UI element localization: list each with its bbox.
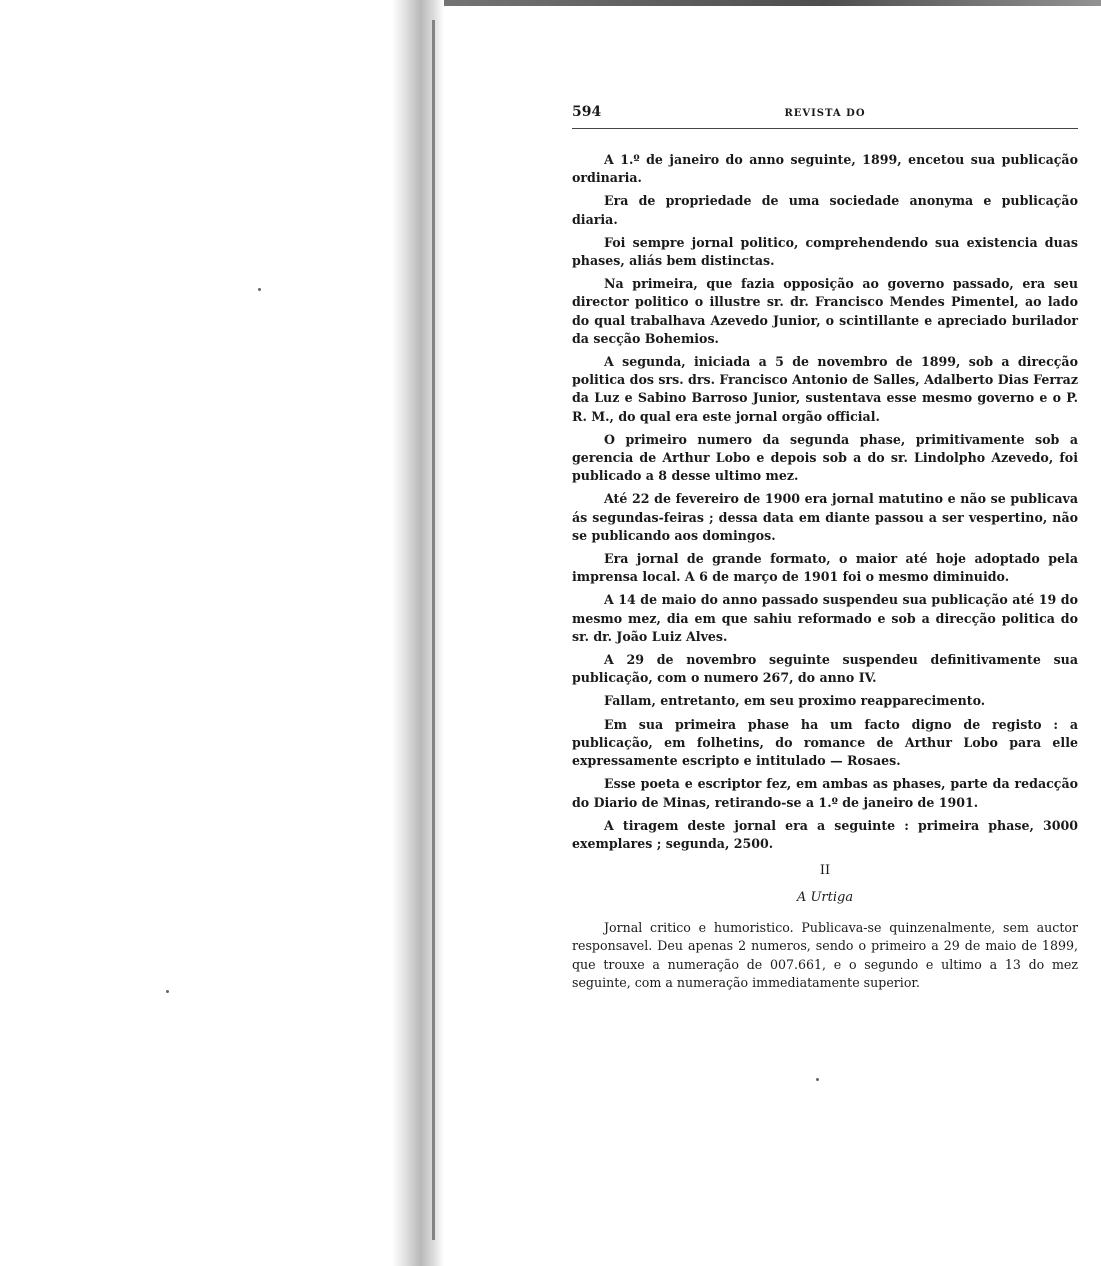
paragraph: Fallam, entretanto, em seu proximo reapparecimento. — [604, 693, 986, 709]
page-top-edge — [410, 0, 1101, 6]
paragraph: Era jornal de grande formato, o maior até hoje adoptado pela imprensa local. A 6 de março de 1901 foi o mesmo diminuido. — [572, 551, 1078, 585]
document-page — [572, 104, 1078, 997]
section-number: II — [819, 863, 831, 879]
paper-speck — [258, 288, 261, 291]
paragraph: Era de propriedade de uma sociedade anonyma e publicação diaria. — [572, 193, 1078, 227]
paragraph: Foi sempre jornal politico, comprehendendo sua existencia duas phases, aliás bem distinctas. — [572, 234, 1078, 269]
paragraph: A 29 de novembro seguinte suspendeu definitivamente sua publicação, com o numero 267, do anno IV. — [572, 652, 1078, 686]
paragraph: A tiragem deste jornal era a seguinte : primeira phase, 3000 exemplares ; segunda, 2500. — [572, 817, 1078, 851]
paragraph: Esse poeta e escriptor fez, em ambas as phases, parte da redacção do Diario de Minas, retirando-se a 1.º de janeiro de 1901. — [572, 776, 1078, 810]
running-head: REVISTA DO — [784, 108, 866, 119]
section-paragraph: Jornal critico e humoristico. Publicava-se quinzenalmente, sem auctor responsavel. Deu apenas 2 numeros, sendo o primeiro a 29 de maio de 1899, que trouxe a numeração de 007.661, e o segundo e ultimo a 13 do mez seguinte, com a numeração immediatamente superior. — [572, 920, 1078, 990]
paper-speck — [816, 1078, 819, 1081]
paragraph: A 14 de maio do anno passado suspendeu sua publicação até 19 do mesmo mez, dia em que sahiu reformado e sob a direcção politica do sr. dr. João Luiz Alves. — [572, 592, 1078, 644]
paper-speck — [166, 990, 169, 993]
paragraph: O primeiro numero da segunda phase, primitivamente sob a gerencia de Arthur Lobo e depois sob a do sr. Lindolpho Azevedo, foi publicado a 8 desse ultimo mez. — [572, 431, 1078, 484]
paragraph: Até 22 de fevereiro de 1900 era jornal matutino e não se publicava ás segundas-feiras ; dessa data em diante passou a ser vespertino, não se publicando aos domingos. — [572, 491, 1078, 543]
section-title: A Urtiga — [796, 890, 854, 906]
paragraph: Em sua primeira phase ha um facto digno de registo : a publicação, em folhetins, do romance de Arthur Lobo para elle expressamente escripto e intitulado — Rosaes. — [572, 716, 1078, 769]
paragraph: A 1.º de janeiro do anno seguinte, 1899, encetou sua publicação ordinaria. — [572, 152, 1078, 186]
page-header — [572, 104, 1078, 129]
book-gutter — [392, 0, 444, 1266]
paragraph: Na primeira, que fazia opposição ao governo passado, era seu director politico o illustre sr. dr. Francisco Mendes Pimentel, ao lado do qual trabalhava Azevedo Junior, o scintillante e apreciado burilador da secção Bohemios. — [572, 276, 1078, 346]
gutter-shadow — [432, 20, 435, 1240]
paragraph: A segunda, iniciada a 5 de novembro de 1899, sob a direcção politica dos srs. drs. Francisco Antonio de Salles, Adalberto Dias Ferraz da Luz e Sabino Barroso Junior, sustentava esse mesmo governo e o P. R. M., do qual era este jornal orgão official. — [572, 354, 1078, 424]
page-number: 594 — [572, 104, 602, 120]
